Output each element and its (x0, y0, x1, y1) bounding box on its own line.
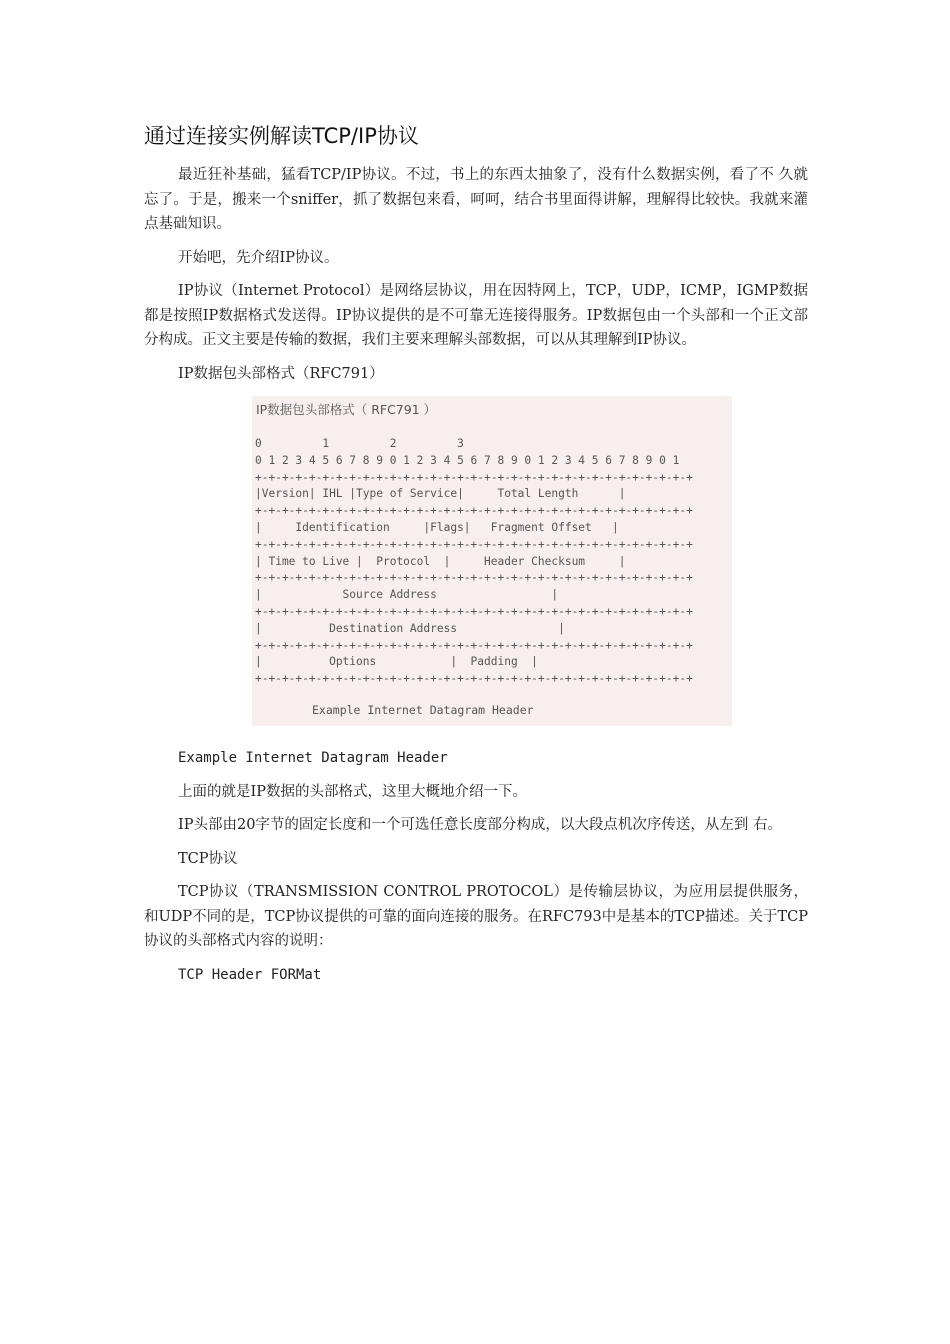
figure-title: IP数据包头部格式（ RFC791 ） (256, 402, 437, 417)
ip-header-diagram: 0 1 2 3 0 1 2 3 4 5 6 7 8 9 0 1 2 3 4 5 6 7 8 9 0 1 2 3 4 5 6 7 8 9 0 1 +-+-+-+-+-+-+-+-+-+-+-+-+-+-+-+-+-+-+-+-+-+-+-+-+-+-+-+-+-+-+-+-+ |Version| IHL |Type of Service| Total Length | +-+-+-+-+-+-+-+-+-+-+-+-+-+-+-+-+-+-+-+-+-+-+-+-+-+-+-+-+-+-+-+-+ | Identification |Flags| Fragment Offset | +-+-+-+-+-+-+-+-+-+-+-+-+-+-+-+-+-+-+-+-+-+-+-+-+-+-+-+-+-+-+-+-+ | Time to Live | Protocol | Header Checksum | +-+-+-+-+-+-+-+-+-+-+-+-+-+-+-+-+-+-+-+-+-+-+-+-+-+-+-+-+-+-+-+-+ | Source Address | +-+-+-+-+-+-+-+-+-+-+-+-+-+-+-+-+-+-+-+-+-+-+-+-+-+-+-+-+-+-+-+-+ | Destination Address | +-+-+-+-+-+-+-+-+-+-+-+-+-+-+-+-+-+-+-+-+-+-+-+-+-+-+-+-+-+-+-+-+ | Options | Padding | +-+-+-+-+-+-+-+-+-+-+-+-+-+-+-+-+-+-+-+-+-+-+-+-+-+-+-+-+-+-+-+-+ (255, 437, 693, 686)
paragraph-tcp-header-format: TCP Header FORMat (178, 966, 322, 983)
paragraph-header-length: IP头部由20字节的固定长度和一个可选任意长度部分构成，以大段点机次序传送，从左到 右。 (178, 817, 783, 833)
paragraph-intro: 最近狂补基础，猛看TCP/IP协议。不过，书上的东西太抽象了，没有什么数据实例，看了不 久就忘了。于是，搬来一个sniffer，抓了数据包来看，呵呵，结合书里面得讲解，理解得比较快。我就来灌点基础知识。 (144, 167, 808, 232)
paragraph-header-intro: 上面的就是IP数据的头部格式，这里大概地介绍一下。 (178, 783, 527, 800)
document-page (144, 118, 808, 996)
paragraph-example-caption: Example Internet Datagram Header (178, 750, 448, 766)
figure-caption: Example Internet Datagram Header (312, 703, 534, 717)
ip-header-figure (252, 396, 732, 726)
paragraph-start-ip: 开始吧，先介绍IP协议。 (178, 249, 339, 266)
document-title: 通过连接实例解读TCP/IP协议 (144, 124, 419, 148)
paragraph-ip-header-heading: IP数据包头部格式（RFC791） (178, 365, 384, 382)
paragraph-tcp-heading: TCP协议 (178, 850, 238, 867)
paragraph-ip-protocol: IP协议（Internet Protocol）是网络层协议，用在因特网上，TCP，UDP，ICMP，IGMP数据都是按照IP数据格式发送得。IP协议提供的是不可靠无连接得服务。IP数据包由一个头部和一个正文部分构成。正文主要是传输的数据，我们主要来理解头部数据，可以从其理解到IP协议。 (144, 283, 808, 348)
paragraph-tcp-protocol: TCP协议（TRANSMISSION CONTROL PROTOCOL）是传输层协议，为应用层提供服务，和UDP不同的是，TCP协议提供的可靠的面向连接的服务。在RFC793中是基本的TCP描述。关于TCP协议的头部格式内容的说明： (144, 884, 808, 949)
